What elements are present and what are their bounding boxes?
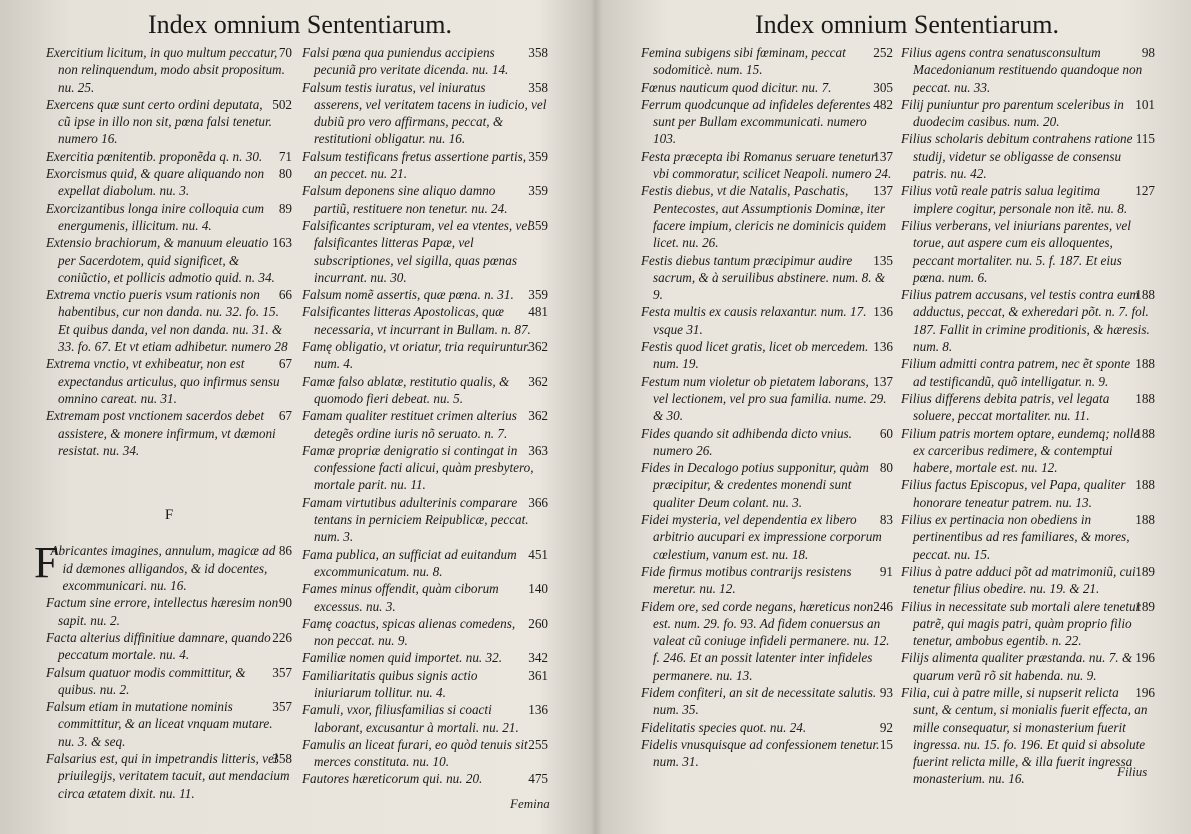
page-reference: 70 bbox=[278, 45, 292, 60]
entry-text: Exorcismus quid, & quare aliquando non expellat diabolum. nu. 3. bbox=[46, 166, 265, 199]
entry-text: Fides in Decalogo potius supponitur, quàm præcipitur, & credentes monendi sunt qualiter Deum colant. nu. 3. bbox=[641, 460, 869, 510]
index-entry bbox=[901, 563, 1155, 598]
index-entry bbox=[901, 355, 1155, 390]
entry-list bbox=[901, 44, 1155, 788]
drop-cap: F bbox=[34, 538, 59, 588]
entry-text: Falsarius est, qui in impetrandis litteris, vel priuilegijs, veritatem tacuit, aut mendacium circa ætatem dixit. nu. 11. bbox=[46, 750, 290, 801]
entry-text: Filius votũ reale patris salua legitima implere cogitur, personale non itẽ. nu. 8. bbox=[901, 183, 1128, 216]
entry-text: Filium admitti contra patrem, nec ẽt sponte ad testificandũ, quõ intelligatur. n. 9. bbox=[901, 356, 1131, 389]
page-reference: 260 bbox=[528, 615, 548, 631]
entry-text: Filium patris mortem optare, eundemq; nolle ex carceribus redimere, & contemptui habere, mortale est. nu. 12. bbox=[901, 425, 1140, 476]
index-entry bbox=[641, 182, 893, 251]
entry-text: Filius agens contra senatusconsultum Macedonianum restituendo quandoque non peccat. nu. 33. bbox=[901, 45, 1143, 95]
page-reference: 361 bbox=[528, 667, 548, 683]
index-entry bbox=[641, 684, 893, 719]
entry-text: Famuli, vxor, filiusfamilias si coacti laborant, excusantur à mortali. nu. 21. bbox=[302, 702, 519, 735]
page-reference: 137 bbox=[873, 373, 893, 389]
page-reference: 188 bbox=[1135, 390, 1155, 406]
index-entry bbox=[641, 148, 893, 183]
entry-text: Facta alterius diffinitiue damnare, quando peccatum mortale. nu. 4. bbox=[46, 629, 271, 663]
index-entry bbox=[302, 442, 548, 494]
index-entry bbox=[302, 649, 548, 666]
page-reference: 359 bbox=[528, 183, 548, 199]
entry-text: Festa multis ex causis relaxantur. num. 17. vsque 31. bbox=[641, 304, 867, 337]
index-entry bbox=[302, 736, 548, 771]
index-entry bbox=[302, 494, 548, 546]
entry-text: Fidem confiteri, an sit de necessitate salutis. num. 35. bbox=[641, 684, 877, 718]
page-reference: 451 bbox=[528, 546, 548, 562]
page-reference: 91 bbox=[879, 563, 893, 579]
index-entry bbox=[302, 701, 548, 736]
index-entry bbox=[641, 425, 893, 460]
index-entry bbox=[302, 286, 548, 303]
entry-text: Fœnus nauticum quod dicitur. nu. 7. bbox=[641, 79, 832, 95]
page-reference: 115 bbox=[1135, 131, 1155, 147]
index-entry bbox=[46, 629, 292, 664]
entry-text: Exercens quæ sunt certo ordini deputata, cũ ipse in illo non sit, pœna falsi tenetur. numero 16. bbox=[46, 96, 272, 147]
page-reference: 188 bbox=[1135, 287, 1155, 303]
page-reference: 136 bbox=[873, 304, 893, 320]
page-reference: 189 bbox=[1135, 563, 1155, 579]
index-entry bbox=[901, 182, 1155, 217]
page-reference: 366 bbox=[528, 494, 548, 510]
page-reference: 475 bbox=[528, 771, 548, 787]
index-entry bbox=[302, 148, 548, 183]
entry-text: Filijs alimenta qualiter præstanda. nu. 7. & quarum verũ rõ sit habenda. nu. 9. bbox=[901, 650, 1133, 683]
entry-text: Fidei mysteria, vel dependentia ex libero arbitrio aucupari ex impressione corporum cœlestium, vanum est. nu. 18. bbox=[641, 512, 882, 562]
page-reference: 80 bbox=[278, 166, 292, 182]
index-entry bbox=[641, 511, 893, 563]
entry-text: Fidelitatis species quot. nu. 24. bbox=[641, 719, 807, 735]
entry-text: Filius verberans, vel iniurians parentes, vel torue, aut aspere cum eis alloquentes, peccant mortaliter. nu. 5. f. 187. Et eius pœna. num. 6. bbox=[901, 217, 1131, 285]
entry-text: Falsum testis iuratus, vel iniuratus asserens, vel veritatem tacens in iudicio, vel dubiũ pro vero affirmans, peccat, & restitutioni obligatur. nu. 16. bbox=[302, 79, 547, 147]
entry-text: Famę coactus, spicas alienas comedens, non peccat. nu. 9. bbox=[302, 615, 516, 649]
page-reference: 357 bbox=[272, 699, 292, 715]
index-entry bbox=[302, 79, 548, 148]
entry-text: Filia, cui à patre mille, si nupserit relicta sunt, & centum, si monialis fuerit effecta, an mille consequatur, si monasterium fuerit ingressa. nu. 15. fo. 196. Et quid si absolute fuerint relicta mille, & illa fuerit ingressa monasterium. nu. 16. bbox=[901, 684, 1148, 787]
index-entry bbox=[46, 594, 292, 629]
page-reference: 188 bbox=[1135, 425, 1155, 441]
entry-list-f bbox=[34, 538, 292, 801]
entry-text: Festum num violetur ob pietatem laborans, vel lectionem, vel pro sua familia. nume. 29. & 30. bbox=[641, 373, 887, 424]
page-reference: 60 bbox=[879, 425, 893, 441]
entry-text: Festis quod licet gratis, licet ob mercedem. num. 19. bbox=[641, 339, 869, 372]
index-entry bbox=[302, 770, 548, 787]
index-entry bbox=[901, 217, 1155, 286]
index-entry bbox=[641, 563, 893, 598]
entry-text: Abricantes imagines, annulum, magicæ ad id dæmones alligandos, & id docentes, excommunicari. nu. 16. bbox=[50, 543, 276, 594]
right-column-2 bbox=[901, 44, 1155, 788]
entry-text: Factum sine errore, intellectus hæresim non sapit. nu. 2. bbox=[46, 595, 279, 628]
page-header: Index omnium Sententiarum. bbox=[148, 10, 453, 39]
index-entry bbox=[302, 338, 548, 373]
page-reference: 66 bbox=[278, 287, 292, 303]
entry-text: Famæ falso ablatæ, restitutio qualis, & quomodo fieri debeat. nu. 5. bbox=[302, 373, 510, 406]
index-entry bbox=[901, 44, 1155, 96]
entry-text: Fidem ore, sed corde negans, hæreticus non est. num. 29. fo. 93. Ad fidem conuersus an valeat cũ coniuge infideli permanere. nu. 12. f. 246. Et an possit latenter inter infideles permanere. nu. 13. bbox=[641, 598, 890, 683]
index-entry bbox=[901, 425, 1155, 477]
index-entry bbox=[302, 546, 548, 581]
entry-text: Filius scholaris debitum contrahens ratione studij, videtur se obligasse de consensu patris. nu. 42. bbox=[901, 131, 1133, 182]
page-reference: 362 bbox=[528, 408, 548, 424]
entry-text: Festa præcepta ibi Romanus seruare tenetur vbi commoratur, scilicet Neapoli. numero 24. bbox=[641, 148, 892, 182]
index-entry bbox=[46, 148, 292, 165]
page-reference: 357 bbox=[272, 664, 292, 680]
entry-text: Exorcizantibus longa inire colloquia cum energumenis, illicitum. nu. 4. bbox=[46, 200, 265, 233]
entry-text: Femina subigens sibi fœminam, peccat sodomiticè. num. 15. bbox=[641, 45, 846, 78]
right-column-1 bbox=[641, 44, 893, 770]
entry-text: Fames minus offendit, quàm ciborum excessus. nu. 3. bbox=[302, 581, 499, 614]
index-entry bbox=[901, 390, 1155, 425]
entry-text: Familiaritatis quibus signis actio iniuriarum tollitur. nu. 4. bbox=[302, 667, 478, 700]
index-entry bbox=[302, 580, 548, 615]
index-entry bbox=[641, 303, 893, 338]
entry-text: Exercitia pœnitentib. proponẽda q. n. 30. bbox=[46, 148, 263, 164]
right-page bbox=[597, 0, 1191, 834]
page-reference: 362 bbox=[528, 339, 548, 355]
entry-text: Famæ propriæ denigratio si contingat in confessione facti alicui, quàm presbytero, mortale parit. nu. 11. bbox=[302, 442, 534, 493]
page-reference: 135 bbox=[873, 252, 893, 268]
page-reference: 137 bbox=[873, 183, 893, 199]
index-entry bbox=[46, 664, 292, 699]
index-entry bbox=[46, 286, 292, 355]
page-reference: 342 bbox=[528, 650, 548, 666]
page-reference: 189 bbox=[1135, 598, 1155, 614]
page-reference: 83 bbox=[879, 512, 893, 528]
entry-text: Exercitium licitum, in quo multum peccatur, non relinquendum, modo absit propositum. nu. 25. bbox=[46, 45, 285, 95]
entry-text: Falsum etiam in mutatione nominis committitur, & an liceat vnquam mutare. nu. 3. & seq. bbox=[46, 699, 273, 749]
entry-text: Falsum deponens sine aliquo damno partiũ, restituere non tenetur. nu. 24. bbox=[302, 183, 508, 216]
entry-text: Extrema vnctio pueris vsum rationis non habentibus, cur non danda. nu. 32. fo. 15. Et quibus danda, vel non danda. nu. 31. & 33. fo. 67. Et vt etiam adhibetur. numero 28 bbox=[46, 287, 288, 355]
index-entry bbox=[901, 511, 1155, 563]
page-reference: 137 bbox=[873, 148, 893, 164]
index-entry bbox=[46, 44, 292, 96]
page-reference: 358 bbox=[272, 750, 292, 766]
index-entry bbox=[46, 407, 292, 459]
index-entry bbox=[641, 79, 893, 96]
index-entry bbox=[302, 667, 548, 702]
page-reference: 90 bbox=[278, 595, 292, 611]
page-reference: 136 bbox=[528, 702, 548, 718]
left-column-1 bbox=[34, 44, 292, 802]
index-entry bbox=[901, 476, 1155, 511]
entry-text: Fama publica, an sufficiat ad euitandum excommunicatum. nu. 8. bbox=[302, 546, 517, 579]
entry-text: Festis diebus, vt die Natalis, Paschatis, Pentecostes, aut Assumptionis Dominæ, iter facere impium, clericis ne dominicis quidem licet. nu. 26. bbox=[641, 183, 887, 251]
index-entry bbox=[641, 459, 893, 511]
left-column-2 bbox=[302, 44, 548, 788]
index-entry bbox=[302, 407, 548, 442]
page-reference: 101 bbox=[1135, 96, 1155, 112]
index-entry bbox=[46, 355, 292, 407]
entry-text: Fidelis vnusquisque ad confessionem tenetur. num. 31. bbox=[641, 736, 880, 770]
index-entry bbox=[901, 96, 1155, 131]
page-reference: 98 bbox=[1141, 45, 1155, 60]
entry-text: Falsi pœna qua puniendus accipiens pecuniã pro veritate dicenda. nu. 14. bbox=[302, 45, 509, 78]
page-reference: 127 bbox=[1135, 183, 1155, 199]
entry-text: Filius differens debita patris, vel legata soluere, peccat mortaliter. nu. 11. bbox=[901, 390, 1110, 424]
page-reference: 363 bbox=[528, 442, 548, 458]
index-entry bbox=[46, 96, 292, 148]
page-reference: 359 bbox=[528, 287, 548, 303]
entry-text: Falsum nomẽ assertis, quæ pœna. n. 31. bbox=[302, 287, 514, 303]
index-entry bbox=[302, 303, 548, 338]
index-entry bbox=[46, 698, 292, 750]
index-entry bbox=[641, 252, 893, 304]
page-reference: 359 bbox=[528, 217, 548, 233]
index-entry bbox=[46, 234, 292, 286]
index-entry bbox=[46, 200, 292, 235]
page-reference: 71 bbox=[278, 148, 292, 164]
page-reference: 188 bbox=[1135, 356, 1155, 372]
page-reference: 15 bbox=[879, 736, 893, 752]
index-entry bbox=[641, 44, 893, 79]
index-entry bbox=[302, 217, 548, 286]
page-reference: 188 bbox=[1135, 512, 1155, 528]
entry-text: Falsificantes scripturam, vel ea vtentes, vel falsificantes litteras Papæ, vel subscriptiones, vel sigilla, quas pœnas incurrant. nu. 30. bbox=[302, 217, 531, 285]
index-entry bbox=[901, 598, 1155, 650]
page-reference: 481 bbox=[528, 304, 548, 320]
index-entry bbox=[641, 373, 893, 425]
index-entry bbox=[901, 130, 1155, 182]
page-reference: 196 bbox=[1135, 684, 1155, 700]
left-page bbox=[0, 0, 594, 834]
index-entry bbox=[901, 649, 1155, 684]
page-reference: 67 bbox=[278, 408, 292, 424]
page-reference: 482 bbox=[873, 96, 893, 112]
catchword: Femina bbox=[510, 796, 550, 811]
page-reference: 255 bbox=[528, 736, 548, 752]
page-reference: 163 bbox=[272, 235, 292, 251]
index-entry bbox=[302, 182, 548, 217]
page-reference: 67 bbox=[278, 356, 292, 372]
page-reference: 136 bbox=[873, 339, 893, 355]
index-entry bbox=[302, 44, 548, 79]
entry-text: Extrema vnctio, vt exhibeatur, non est expectandus articulus, quo infirmus sensu omnino careat. nu. 31. bbox=[46, 356, 280, 406]
index-entry bbox=[641, 96, 893, 148]
section-letter: F bbox=[164, 507, 174, 524]
index-entry bbox=[901, 286, 1155, 355]
entry-text: Falsum quatuor modis committitur, & quibus. nu. 2. bbox=[46, 664, 246, 697]
catchword: Filius bbox=[1117, 764, 1148, 779]
entry-text: Famulis an liceat furari, eo quòd tenuis sit merces constituta. nu. 10. bbox=[302, 736, 528, 770]
entry-text: Filius ex pertinacia non obediens in pertinentibus ad res familiares, & mores, peccat. nu. 15. bbox=[901, 512, 1130, 562]
page-reference: 358 bbox=[528, 79, 548, 95]
page-reference: 252 bbox=[873, 45, 893, 60]
entry-text: Extensio brachiorum, & manuum eleuatio per Sacerdotem, quid significet, & coniũctio, et pollicis admotio quid. n. 34. bbox=[46, 235, 275, 285]
entry-text: Famę obligatio, vt oriatur, tria requiruntur. num. 4. bbox=[302, 339, 531, 372]
index-entry bbox=[46, 750, 292, 802]
entry-text: Fides quando sit adhibenda dicto vnius. numero 26. bbox=[641, 425, 852, 458]
page-reference: 305 bbox=[873, 79, 893, 95]
entry-text: Falsificantes litteras Apostolicas, quæ necessaria, vt incurrant in Bullam. n. 87. bbox=[302, 304, 531, 337]
index-entry bbox=[641, 338, 893, 373]
page-reference: 188 bbox=[1135, 477, 1155, 493]
page-reference: 80 bbox=[879, 460, 893, 476]
page-reference: 246 bbox=[873, 598, 893, 614]
page-reference: 359 bbox=[528, 148, 548, 164]
page-reference: 92 bbox=[879, 719, 893, 735]
index-entry bbox=[302, 615, 548, 650]
entry-text: Filius in necessitate sub mortali alere tenetur patrẽ, qui magis patri, quàm proprio filio tenetur, ambobus egentib. n. 22. bbox=[901, 598, 1141, 649]
page-reference: 196 bbox=[1135, 650, 1155, 666]
entry-text: Famam qualiter restituet crimen alterius detegẽs ordine iuris nõ seruato. n. 7. bbox=[302, 408, 517, 441]
page-reference: 86 bbox=[278, 543, 292, 559]
entry-text: Ferrum quodcunque ad infideles deferentes sunt per Bullam excommunicati. numero 103. bbox=[641, 96, 871, 147]
page-reference: 89 bbox=[278, 200, 292, 216]
entry-text: Extremam post vnctionem sacerdos debet assistere, & monere infirmum, vt dæmoni resistat. nu. 34. bbox=[46, 408, 276, 458]
page-reference: 362 bbox=[528, 373, 548, 389]
entry-text: Festis diebus tantum præcipimur audire sacrum, & à seruilibus abstinere. num. 8. & 9. bbox=[641, 252, 886, 303]
page-reference: 502 bbox=[272, 96, 292, 112]
page-header: Index omnium Sententiarum. bbox=[755, 10, 1060, 39]
entry-text: Filius patrem accusans, vel testis contra eum adductus, peccat, & exheredari põt. n. 7. fol. 187. Fallit in crimine proditionis, & hæresis. num. 8. bbox=[901, 287, 1150, 355]
entry-text: Fautores hæreticorum qui. nu. 20. bbox=[302, 771, 483, 787]
entry-text: Filius à patre adduci põt ad matrimoniũ, cui tenetur filius obedire. nu. 19. & 21. bbox=[901, 563, 1136, 597]
entry-text: Falsum testificans fretus assertione partis, an peccet. nu. 21. bbox=[302, 148, 527, 182]
entry-list bbox=[641, 44, 893, 770]
entry-text: Familiæ nomen quid importet. nu. 32. bbox=[302, 650, 503, 666]
index-entry bbox=[302, 373, 548, 408]
entry-text: Filius factus Episcopus, vel Papa, qualiter honorare teneatur patrem. nu. 13. bbox=[901, 477, 1126, 510]
page-reference: 93 bbox=[879, 684, 893, 700]
entry-list bbox=[46, 44, 292, 459]
entry-text: Fide firmus motibus contrarijs resistens meretur. nu. 12. bbox=[641, 563, 852, 597]
page-reference: 358 bbox=[528, 45, 548, 60]
index-entry bbox=[34, 538, 292, 594]
entry-text: Famam virtutibus adulterinis comparare tentans in perniciem Reipublicæ, peccat. num. 3. bbox=[302, 494, 529, 545]
index-entry bbox=[46, 165, 292, 200]
page-reference: 226 bbox=[272, 629, 292, 645]
index-entry bbox=[641, 736, 893, 771]
entry-text: Filij puniuntur pro parentum sceleribus in duodecim casibus. num. 20. bbox=[901, 96, 1124, 130]
index-entry bbox=[641, 719, 893, 736]
entry-list bbox=[302, 44, 548, 788]
page-reference: 140 bbox=[528, 581, 548, 597]
index-entry bbox=[641, 598, 893, 684]
